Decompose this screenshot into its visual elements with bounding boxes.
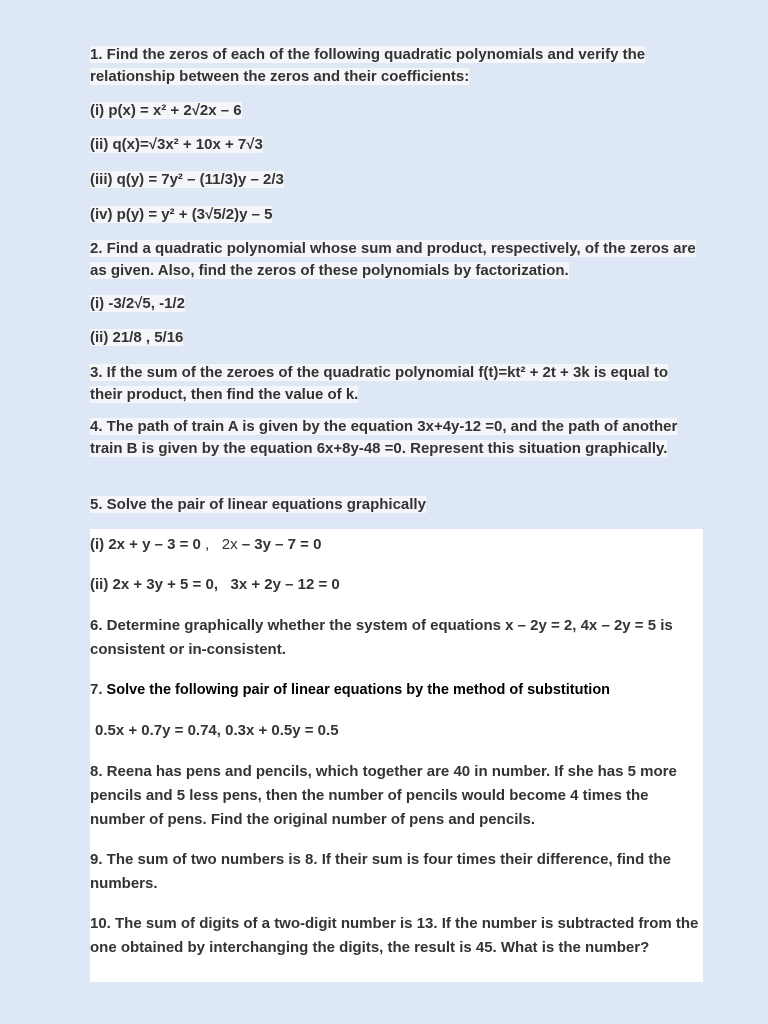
question-2-part-ii: (ii) 21/8 , 5/16 — [90, 329, 184, 346]
question-1-part-i: (i) p(x) = x² + 2√2x – 6 — [90, 102, 242, 119]
question-6: 6. Determine graphically whether the system of equations x – 2y = 2, 4x – 2y = 5 is consistent or in-consistent. — [90, 617, 673, 658]
question-1: 1. Find the zeros of each of the following quadratic polynomials and verify the relationship between the zeros and their coefficients: — [90, 46, 646, 85]
question-5-part-i: (i) 2x + y – 3 = 0 , 2x – 3y – 7 = 0 — [90, 536, 322, 553]
question-8: 8. Reena has pens and pencils, which together are 40 in number. If she has 5 more pencils and 5 less pens, then the number of pencils would become 4 times the number of pens. Find the original number of pens and pencils. — [90, 763, 677, 828]
question-10: 10. The sum of digits of a two-digit number is 13. If the number is subtracted from the one obtained by interchanging the digits, the result is 45. What is the number? — [90, 915, 699, 956]
question-3: 3. If the sum of the zeroes of the quadratic polynomial f(t)=kt² + 2t + 3k is equal to their product, then find the value of k. — [90, 364, 669, 403]
question-5-part-ii: (ii) 2x + 3y + 5 = 0, 3x + 2y – 12 = 0 — [90, 576, 340, 593]
question-9: 9. The sum of two numbers is 8. If their sum is four times their difference, find the numbers. — [90, 851, 671, 892]
question-1-part-ii: (ii) q(x)=√3x² + 10x + 7√3 — [90, 136, 263, 153]
question-1-part-iv: (iv) p(y) = y² + (3√5/2)y – 5 — [90, 206, 273, 223]
question-7: 7. Solve the following pair of linear equations by the method of substitution — [90, 681, 611, 698]
question-1-part-iii: (iii) q(y) = 7y² – (11/3)y – 2/3 — [90, 171, 284, 188]
question-7-equations: 0.5x + 0.7y = 0.74, 0.3x + 0.5y = 0.5 — [95, 722, 339, 739]
question-4: 4. The path of train A is given by the equation 3x+4y-12 =0, and the path of another train B is given by the equation 6x+8y-48 =0. Represent this situation graphically. — [90, 418, 678, 457]
question-5: 5. Solve the pair of linear equations graphically — [90, 496, 426, 513]
white-content-panel — [90, 529, 703, 982]
question-2-part-i: (i) -3/2√5, -1/2 — [90, 295, 185, 312]
question-2: 2. Find a quadratic polynomial whose sum and product, respectively, of the zeros are as given. Also, find the zeros of these polynomials by factorization. — [90, 240, 696, 279]
